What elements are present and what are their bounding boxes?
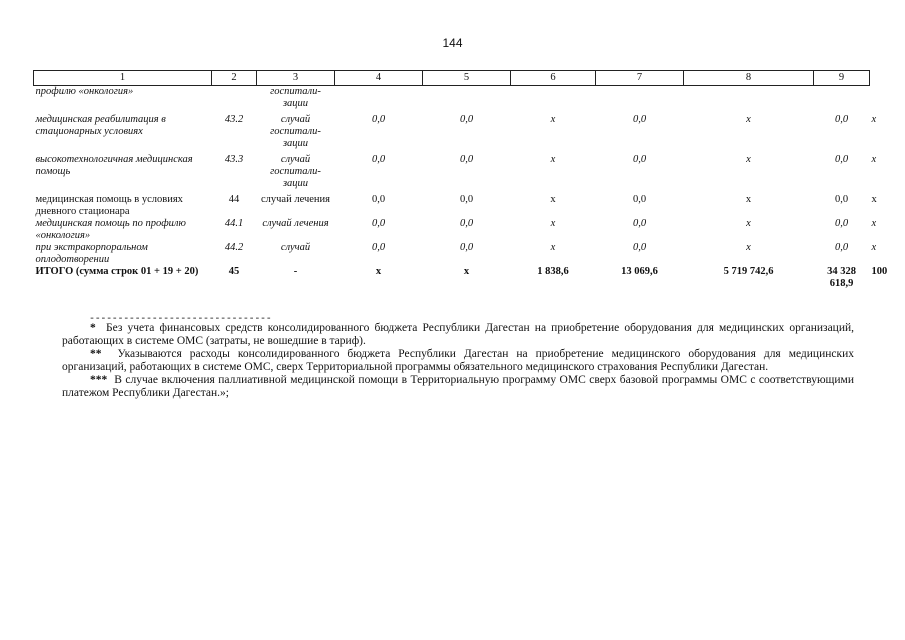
column-header: 4 bbox=[335, 71, 423, 86]
cell-value: x bbox=[746, 218, 751, 229]
cell-value bbox=[335, 86, 423, 111]
row-number: 43.2 bbox=[224, 114, 244, 125]
footnote-mark: ** bbox=[90, 348, 102, 360]
cell-value: 0,0 bbox=[632, 194, 647, 205]
table-row: медицинская помощь по профилю «онкология» 44.1 случай лечения 0,0 0,0 x 0,0 x 0,0 x bbox=[35, 218, 877, 241]
footnote-text: В случае включения паллиативной медицинской помощи в Территориальную программу ОМС сверх базовой программы ОМС с соответствующими платежом Республики Дагестан.»; bbox=[62, 374, 854, 399]
cell-value: x bbox=[550, 218, 556, 229]
cell-value: 0,0 bbox=[459, 194, 474, 205]
cell-value: 0,0 bbox=[371, 218, 386, 229]
column-header: 2 bbox=[212, 71, 257, 86]
row-unit: - bbox=[293, 266, 298, 277]
cell-value: 0,0 bbox=[371, 114, 386, 125]
cell-value: x bbox=[745, 194, 752, 205]
cell-value: 0,0 bbox=[834, 154, 849, 165]
cell-value: 0,0 bbox=[371, 242, 386, 253]
column-header: 6 bbox=[511, 71, 596, 86]
cell-value bbox=[423, 86, 511, 111]
cell-value bbox=[596, 86, 684, 111]
cell-value: 0,0 bbox=[632, 218, 647, 229]
cell-value: x bbox=[550, 242, 556, 253]
row-unit: случай лечения bbox=[262, 218, 329, 229]
cell-value: 0,0 bbox=[371, 154, 386, 165]
cell-value: x bbox=[550, 194, 556, 205]
cell-value: 0,0 bbox=[459, 154, 474, 165]
row-name: высокотехнологичная медицинская помощь bbox=[35, 154, 193, 177]
footnote bbox=[62, 322, 854, 348]
financing-table bbox=[33, 70, 888, 290]
row-number bbox=[212, 86, 257, 111]
footnote-mark: * bbox=[90, 322, 96, 334]
cell-value: 0,0 bbox=[834, 194, 849, 205]
cell-value: x bbox=[550, 114, 556, 125]
row-unit: госпитали-зации bbox=[270, 86, 321, 109]
cell-value: 0,0 bbox=[459, 114, 474, 125]
row-unit: случай лечения bbox=[261, 194, 330, 205]
footnote bbox=[62, 348, 854, 374]
column-header: 7 bbox=[596, 71, 684, 86]
row-name: медицинская помощь в условиях дневного стационара bbox=[35, 194, 183, 217]
row-unit: случай госпитали-зации bbox=[270, 114, 321, 149]
footnote-separator: -------------------------------- bbox=[89, 314, 272, 325]
row-number: 45 bbox=[228, 266, 240, 277]
footnote bbox=[62, 374, 854, 400]
footnote-text: Без учета финансовых средств консолидированного бюджета Республики Дагестан на приобретение оборудования для медицинских организаций, работающих в системе ОМС (затраты, не вошедшие в тариф). bbox=[62, 322, 855, 347]
table-header-row bbox=[34, 71, 870, 86]
row-number: 44.1 bbox=[224, 218, 244, 229]
row-name: ИТОГО (сумма строк 01 + 19 + 20) bbox=[35, 266, 199, 277]
cell-value: 0,0 bbox=[459, 242, 474, 253]
cell-value: 13 069,6 bbox=[621, 266, 658, 277]
table-row: медицинская реабилитация в стационарных условиях 43.2 случай госпитали-зации 0,0 0,0 x 0,0 x 0,0 x bbox=[35, 114, 877, 149]
row-name: профилю «онкология» bbox=[35, 86, 134, 97]
column-header: 9 bbox=[814, 71, 870, 86]
cell-value: 1 838,6 bbox=[537, 266, 569, 277]
table-row: медицинская помощь в условиях дневного стационара 44 случай лечения 0,0 0,0 x 0,0 x 0,0 x bbox=[35, 194, 877, 217]
cell-value: 0,0 bbox=[632, 242, 647, 253]
column-header: 5 bbox=[423, 71, 511, 86]
cell-value: x bbox=[463, 266, 470, 277]
cell-value: x bbox=[746, 154, 751, 165]
cell-value bbox=[814, 86, 870, 111]
cell-value: x bbox=[746, 114, 751, 125]
row-name: медицинская реабилитация в стационарных условиях bbox=[35, 114, 166, 137]
cell-value: x bbox=[746, 242, 751, 253]
cell-value: 0,0 bbox=[834, 218, 849, 229]
page-number: 144 bbox=[442, 36, 463, 50]
cell-value: 0,0 bbox=[632, 154, 647, 165]
column-header: 3 bbox=[257, 71, 335, 86]
cell-value bbox=[684, 86, 814, 111]
table-row: высокотехнологичная медицинская помощь 43.3 случай госпитали-зации 0,0 0,0 x 0,0 x 0,0 x bbox=[35, 154, 877, 189]
cell-value: x bbox=[375, 266, 382, 277]
cell-value bbox=[511, 86, 596, 111]
cell-value: 0,0 bbox=[834, 114, 849, 125]
cell-value: 34 328 618,9 bbox=[827, 266, 856, 289]
cell-value: x bbox=[550, 154, 556, 165]
column-header: 1 bbox=[34, 71, 212, 86]
row-number: 44 bbox=[228, 194, 240, 205]
row-number: 43.3 bbox=[224, 154, 244, 165]
footnote-mark: *** bbox=[90, 374, 108, 386]
cell-value: 0,0 bbox=[834, 242, 849, 253]
total-row: ИТОГО (сумма строк 01 + 19 + 20) 45 - x x 1 838,6 13 069,6 5 719 742,6 34 328 618,9 100 bbox=[35, 266, 888, 289]
row-number: 44.2 bbox=[224, 242, 244, 253]
cell-value: 0,0 bbox=[632, 114, 647, 125]
row-unit: случай bbox=[280, 242, 311, 253]
table-row: при экстракорпоральном оплодотворении 44.2 случай 0,0 0,0 x 0,0 x 0,0 x bbox=[35, 242, 877, 265]
column-header: 8 bbox=[684, 71, 814, 86]
cell-value: 0,0 bbox=[459, 218, 474, 229]
row-unit: случай госпитали-зации bbox=[270, 154, 321, 189]
footnotes bbox=[62, 322, 854, 400]
row-name: медицинская помощь по профилю «онкология» bbox=[35, 218, 186, 241]
cell-value: 5 719 742,6 bbox=[723, 266, 774, 277]
row-name: при экстракорпоральном оплодотворении bbox=[35, 242, 148, 265]
table-row bbox=[34, 86, 870, 111]
footnote-text: Указываются расходы консолидированного бюджета Республики Дагестан на приобретение медицинского оборудования для медицинских организаций, работающих в системе ОМС, сверх Территориальной программы обязательного медицинского страхования Республики Дагестан. bbox=[62, 348, 854, 373]
cell-value: 0,0 bbox=[371, 194, 386, 205]
